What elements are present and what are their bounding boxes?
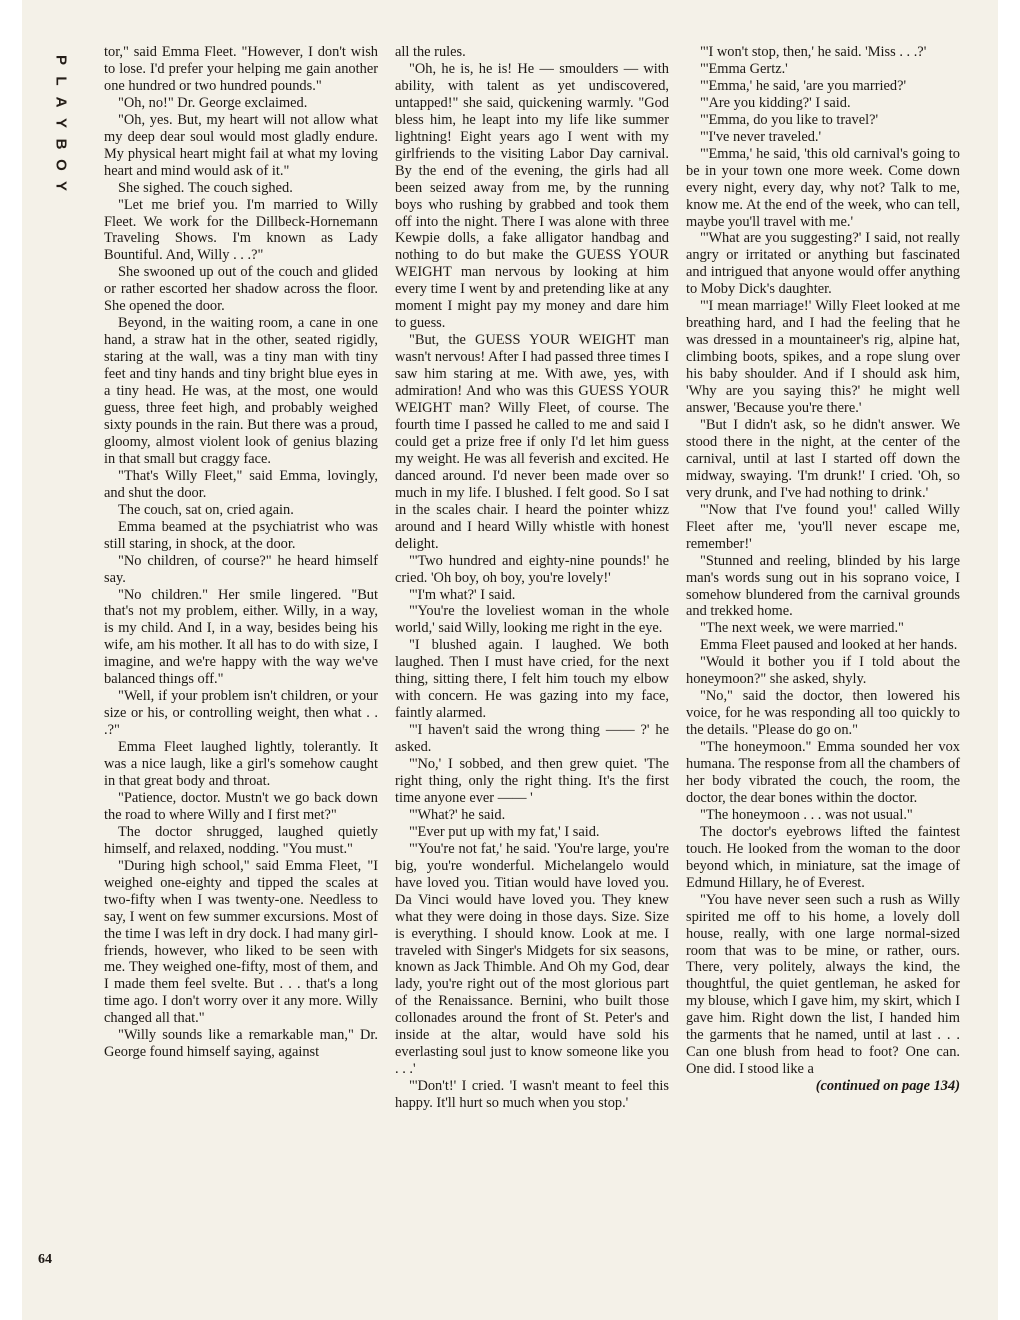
paragraph: Emma Fleet laughed lightly, tolerantly. It was a nice laugh, like a girl's somehow caught in that great body and throat. xyxy=(104,739,378,789)
paragraph: "'Emma,' he said, 'this old carnival's going to be in your town one more week. Come down every night, every day, why not? Talk to me, know me. At the end of the week, who can tell, maybe you'll travel with me.' xyxy=(686,145,960,230)
paragraph: "'I've never traveled.' xyxy=(700,128,822,145)
paragraph: "'I mean marriage!' Willy Fleet looked at me breathing hard, and I had the feeling that he was dressed in a mountaineer's rig, alpine hat, climbing boots, spikes, and a rope slung over his baby shoulder. And if I should ask him, 'Why are you saying this?' he might well answer, 'Because you're there.' xyxy=(686,298,960,417)
paragraph: "'Emma, do you like to travel?' xyxy=(700,111,879,128)
paragraph: She sighed. The couch sighed. xyxy=(118,179,293,196)
masthead-letter: A xyxy=(52,96,70,109)
continued-note: (continued on page 134) xyxy=(815,1078,960,1095)
masthead-letter: B xyxy=(52,138,70,151)
paragraph: "'Emma,' he said, 'are you married?' xyxy=(700,77,907,94)
masthead-letter: P xyxy=(52,54,70,66)
paragraph: "'Are you kidding?' I said. xyxy=(700,94,851,111)
paragraph: "The next week, we were married." xyxy=(700,620,904,637)
paragraph: "I blushed again. I laughed. We both laughed. Then I must have cried, for the next thing, sitting there, I felt him touch my elbow with concern. He was gazing into my face, faintly alarmed. xyxy=(395,637,669,722)
paragraph: "Oh, no!" Dr. George exclaimed. xyxy=(118,94,308,111)
paragraph: Emma Fleet paused and looked at her hands. xyxy=(700,637,958,654)
paragraph: "But I didn't ask, so he didn't answer. We stood there in the night, at the center of the carnival, until at last I started off down the midway, swaying. 'I'm drunk!' I cried. 'Oh, so very drunk, and I've had nothing to drink.' xyxy=(686,416,960,501)
paragraph: "'Two hundred and eighty-nine pounds!' he cried. 'Oh boy, oh boy, you're lovely!' xyxy=(395,552,669,586)
paragraph: "Would it bother you if I told about the honeymoon?" she asked, shyly. xyxy=(686,654,960,688)
paragraph: "'What?' he said. xyxy=(409,806,506,823)
paragraph: "'You're the loveliest woman in the whole world,' said Willy, looking me right in the eye. xyxy=(395,603,669,637)
paragraph: "During high school," said Emma Fleet, "I weighed one-eighty and tipped the scales at two-fifty when I was twenty-one. Needless to say, I went on few summer excursions. Most of the time I was left in dry dock. I had many girlfriends, however, who liked to be seen with me. They weighed one-fifty, most of them, and I made them feel svelte. But . . . that's a long time ago. I don't worry over it any more. Willy changed all that." xyxy=(104,857,378,1027)
masthead-letter: L xyxy=(52,76,70,87)
paragraph: "'I won't stop, then,' he said. 'Miss . . .?' xyxy=(700,44,927,60)
magazine-page xyxy=(22,0,998,1320)
paragraph: "But, the GUESS YOUR WEIGHT man wasn't nervous! After I had passed three times I saw him staring at me. With awe, yes, with admiration! And who was this GUESS YOUR WEIGHT man? Willy Fleet, of course. The fourth time I passed he called to me and said I could get a prize free if only I'd let him guess my weight. He was all feverish and excited. He danced around. I'd never been made over so much in my life. I blushed. I felt good. So I sat in the scales chair. I heard the pointer whizz around and I heard Willy whistle with honest delight. xyxy=(395,332,669,552)
masthead-letter: Y xyxy=(52,180,70,192)
text-column-3 xyxy=(686,44,960,1095)
paragraph: She swooned up out of the couch and glided or rather escorted her shadow across the floor. She opened the door. xyxy=(104,264,378,315)
paragraph: "No children." Her smile lingered. "But that's not my problem, either. Willy, in a way, is my child. And I, in a way, besides being his wife, am his mother. It all has to do with size, I imagine, and we're happy with the way we've balanced things off." xyxy=(104,586,378,688)
paragraph: "'What are you suggesting?' I said, not really angry or irritated or anything but fascinated and intrigued that anyone would offer anything to Moby Dick's daughter. xyxy=(686,230,960,298)
paragraph: "Oh, yes. But, my heart will not allow what my deep dear soul would most gladly endure. My physical heart might fail at what my loving heart and mind would ask of it." xyxy=(104,111,378,179)
page-number: 64 xyxy=(38,1252,52,1267)
text-column-2 xyxy=(395,44,669,1112)
paragraph: "Willy sounds like a remarkable man," Dr. George found himself saying, against xyxy=(104,1027,378,1061)
paragraph: "The honeymoon." Emma sounded her vox humana. The response from all the chambers of her body vibrated the couch, the room, the doctor, the dear bones within the doctor. xyxy=(686,739,960,806)
paragraph: "'Emma Gertz.' xyxy=(700,60,788,77)
paragraph: "'No,' I sobbed, and then grew quiet. 'The right thing, only the right thing. It's the first time anyone ever —— ' xyxy=(395,756,669,806)
paragraph: "Well, if your problem isn't children, or your size or his, or controlling weight, then what . . .?" xyxy=(104,688,378,739)
paragraph: Beyond, in the waiting room, a cane in one hand, a straw hat in the other, seated rigidly, staring at the wall, was a tiny man with tiny feet and tiny hands and tiny bright blue eyes in a tiny head. He was, at the most, one would guess, three feet high, and probably weighed sixty pounds in the rain. But there was a proud, gloomy, almost violent look of genius blazing in that small but craggy face. xyxy=(104,315,378,467)
paragraph: "'I haven't said the wrong thing —— ?' he asked. xyxy=(395,722,669,756)
paragraph: The doctor's eyebrows lifted the faintest touch. He looked from the woman to the door beyond which, in miniature, sat the image of Edmund Hillary, he of Everest. xyxy=(686,823,960,891)
paragraph: The couch, sat on, cried again. xyxy=(118,501,294,518)
paragraph: The doctor shrugged, laughed quietly himself, and relaxed, nodding. "You must." xyxy=(104,823,378,857)
playboy-masthead xyxy=(50,52,72,212)
paragraph: "'You're not fat,' he said. 'You're large, you're big, you're wonderful. Michelangelo would have loved you. Titian would have loved you. Da Vinci would have loved you. They knew what they were doing in those days. Size. Size is everything. I should know. Look at me. I traveled with Singer's Midgets for six seasons, known as Jack Thimble. And Oh my God, dear lady, you're right out of the most glorious part of the Renaissance. Bernini, who built those collonades around the front of St. Peter's and inside at the altar, would have sold his everlasting soul just to know someone like you . . .' xyxy=(395,840,669,1078)
paragraph: "Let me brief you. I'm married to Willy Fleet. We work for the Dillbeck-Hornemann Traveling Shows. I'm known as Lady Bountiful. And, Willy . . .?" xyxy=(104,196,378,264)
paragraph: all the rules. xyxy=(395,44,466,60)
paragraph: "'Don't!' I cried. 'I wasn't meant to feel this happy. It'll hurt so much when you stop.' xyxy=(395,1078,669,1112)
paragraph: "Oh, he is, he is! He — smoulders — with ability, with talent as yet undiscovered, untapped!" she said, quickening warmly. "God bless him, he leapt into my life like summer lightning! Eight years ago I went with my girlfriends to the visiting Labor Day carnival. By the end of the evening, the girls had all been seized away from me, by the running boys who rushing by grabbed and took them off into the night. There I was alone with three Kewpie dolls, a fake alligator handbag and nothing to do but make the GUESS YOUR WEIGHT man nervous by looking at him every time I went by and pretending like at any moment I might pay my money and dare him to guess. xyxy=(395,60,669,332)
paragraph: "Patience, doctor. Mustn't we go back down the road to where Willy and I first met?" xyxy=(104,789,378,823)
paragraph: "No children, of course?" he heard himself say. xyxy=(104,552,378,586)
masthead-letter: Y xyxy=(52,117,70,129)
paragraph: "'I'm what?' I said. xyxy=(409,586,516,603)
masthead-letter: O xyxy=(52,159,70,172)
text-column-1 xyxy=(104,44,378,1061)
paragraph: "Stunned and reeling, blinded by his large man's words sung out in his soprano voice, I somehow blundered from the carnival grounds and trekked home. xyxy=(686,552,960,620)
paragraph: "You have never seen such a rush as Willy spirited me off to his home, a lovely doll house, really, with one large normal-sized room that was to be mine, or rather, ours. There, very politely, always the kind, the thoughtful, the quiet gentleman, he asked for my blouse, which I gave him, my skirt, which I gave him. Right down the list, I handed him the garments that he named, until at last . . . Can one blush from head to foot? One can. One did. I stood like a xyxy=(686,891,960,1078)
paragraph: tor," said Emma Fleet. "However, I don't wish to lose. I'd prefer your helping me gain another one hundred or two hundred pounds." xyxy=(104,44,378,94)
paragraph: "That's Willy Fleet," said Emma, lovingly, and shut the door. xyxy=(104,467,378,501)
paragraph: "'Now that I've found you!' called Willy Fleet after me, 'you'll never escape me, remember!' xyxy=(686,501,960,552)
paragraph: "'Ever put up with my fat,' I said. xyxy=(409,823,600,840)
paragraph: "The honeymoon . . . was not usual." xyxy=(700,806,913,823)
paragraph: "No," said the doctor, then lowered his voice, for he was responding all too quickly to the details. "Please do go on." xyxy=(686,688,960,739)
paragraph: Emma beamed at the psychiatrist who was still staring, in shock, at the door. xyxy=(104,518,378,552)
